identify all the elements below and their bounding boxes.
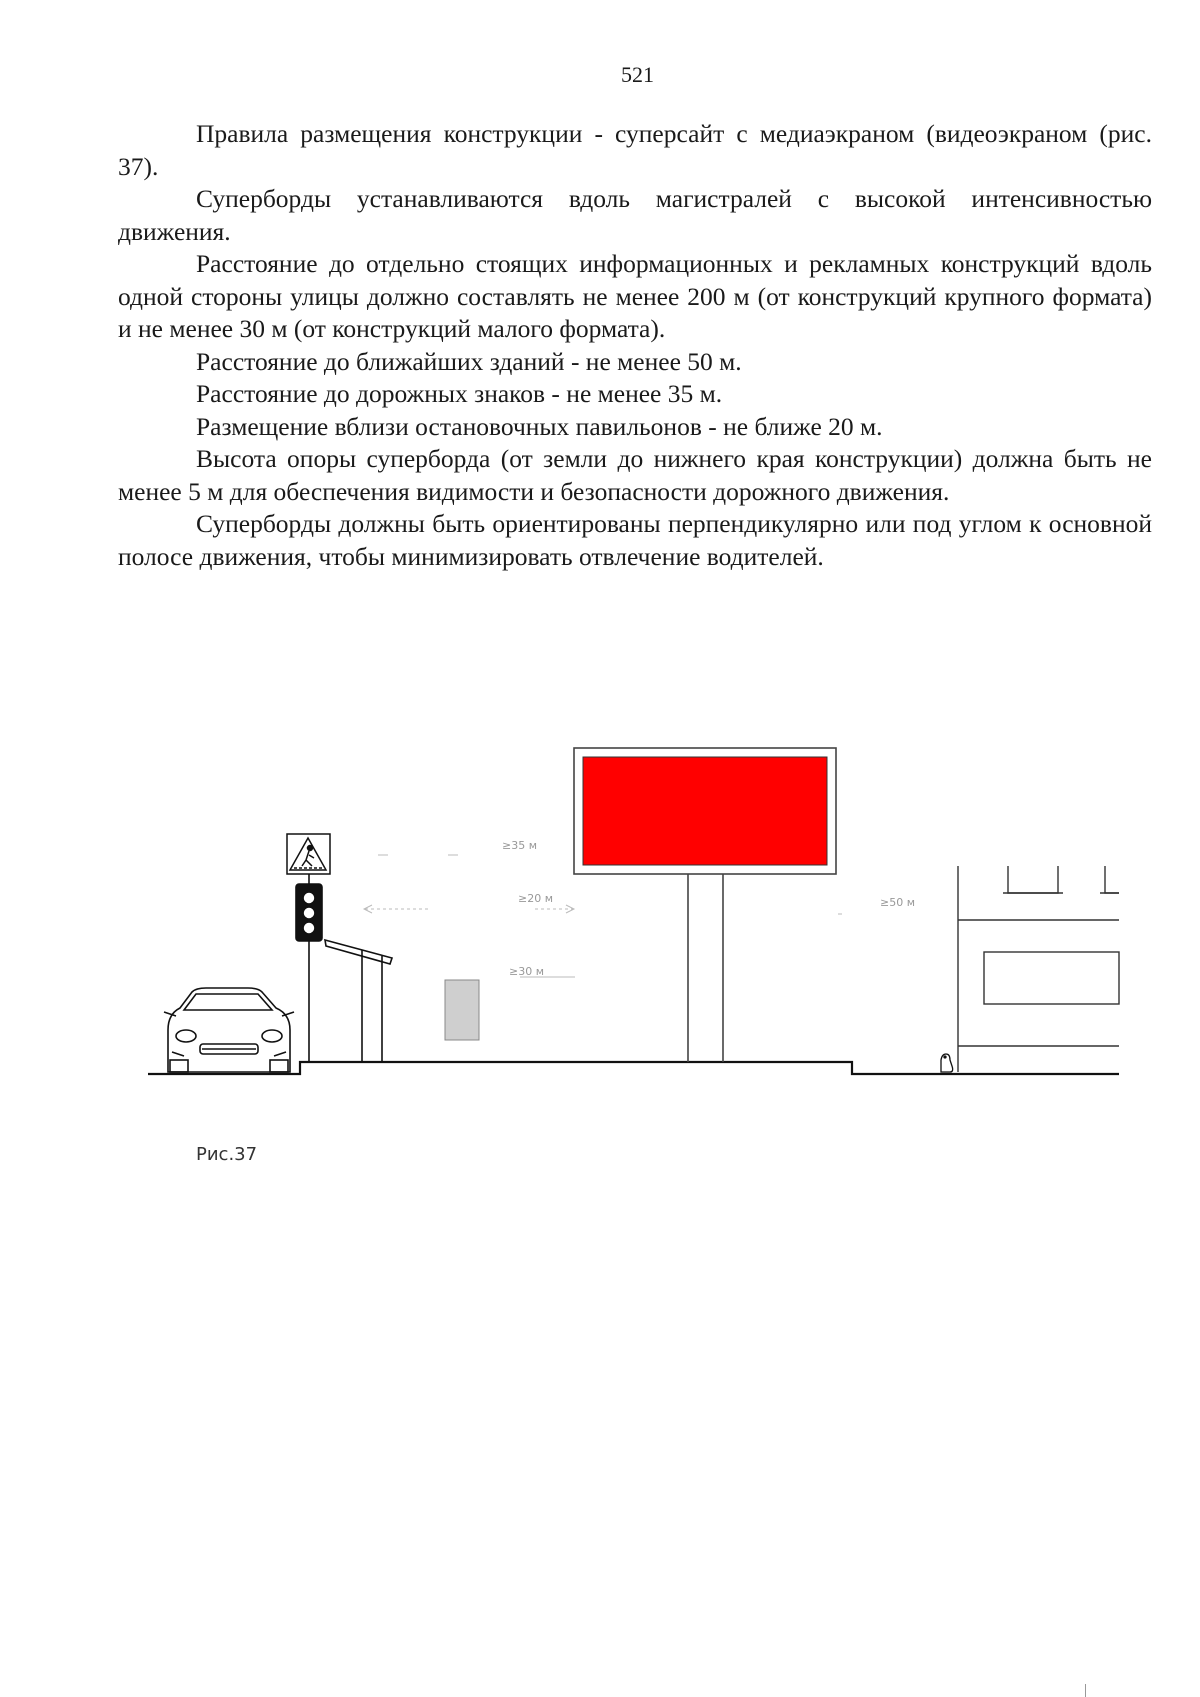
figure-caption: Рис.37 [196,1144,258,1165]
superboard-icon [574,748,836,1062]
building-icon [958,866,1119,1072]
ground-line [148,1062,1119,1074]
dimension-label: ≥30 м [509,965,545,978]
dimension-label: ≥35 м [502,839,538,852]
dimension-lines [364,855,842,977]
body-text [118,118,1152,573]
traffic-light-icon [296,874,322,1062]
small-format-board-icon [445,980,479,1040]
media-screen [583,757,827,865]
dog-icon [941,1054,953,1072]
paragraph: Расстояние до дорожных знаков - не менее 35 м. [196,379,723,408]
dimension-label: ≥50 м [880,896,916,909]
page-number: 521 [621,62,654,87]
paragraph: Правила размещения конструкции - суперсайт с медиаэкраном (видеоэкраном (рис. 37). [118,119,1152,181]
pedestrian-crossing-sign-icon [287,834,330,874]
paragraph: Расстояние до ближайших зданий - не менее 50 м. [196,346,742,376]
paragraph: Суперборды должны быть ориентированы перпендикулярно или под углом к основной полосе движения, чтобы минимизировать отвлечение водителей. [118,509,1152,571]
paragraph: Размещение вблизи остановочных павильонов - не ближе 20 м. [196,411,883,441]
paragraph: Суперборды устанавливаются вдоль магистралей с высокой интенсивностью движения. [118,184,1152,246]
paragraph: Расстояние до отдельно стоящих информационных и рекламных конструкций вдоль одной стороны улицы должно составлять не менее 200 м (от конструкций крупного формата) и не менее 30 м (от конструкций малого формата). [118,249,1152,343]
scan-mark [1085,1684,1086,1697]
dimension-label: ≥20 м [518,892,554,905]
bus-stop-pavilion-icon [325,940,392,1062]
paragraph: Высота опоры суперборда (от земли до нижнего края конструкции) должна быть не менее 5 м для обеспечения видимости и безопасности дорожного движения. [118,444,1152,506]
car-icon [164,988,294,1072]
